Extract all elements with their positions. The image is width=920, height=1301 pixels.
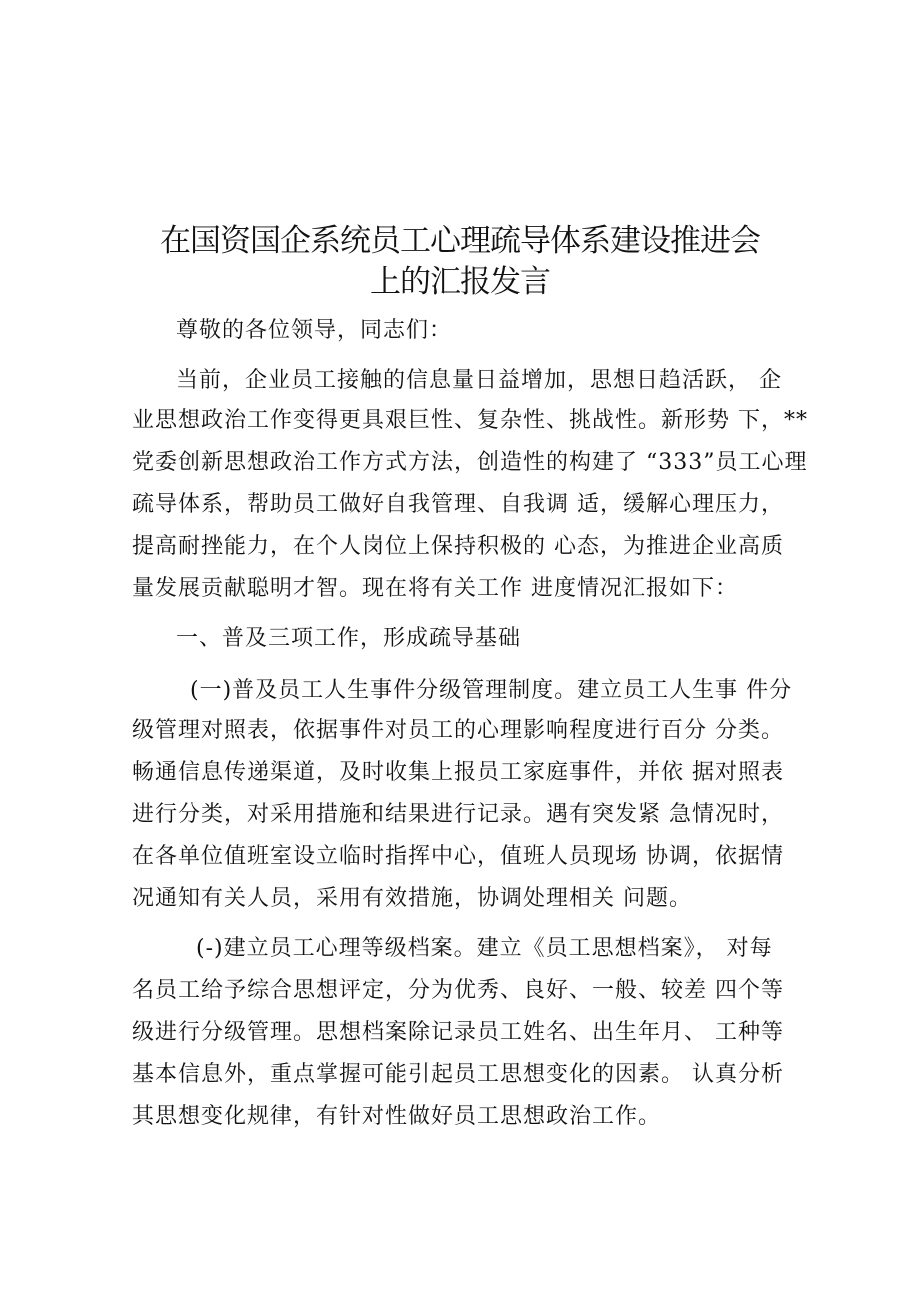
sub-2-line-5: 其思想变化规律，有针对性做好员工思想政治工作。 [132,1104,662,1129]
sub-2-line-4: 基本信息外，重点掌握可能引起员工思想变化的因素。 认真分析 [132,1062,784,1087]
sub-1-line-3: 畅通信息传递渠道，及时收集上报员工家庭事件，并依 据对照表 [132,760,784,785]
sub-2-line-3: 级进行分级管理。思想档案除记录员工姓名、出生年月、 工种等 [132,1020,784,1045]
sub-1-line-1: (一)普及员工人生事件分级管理制度。建立员工人生事 件分 [190,678,793,703]
document-title-line-2: 上的汇报发言 [370,264,550,300]
document-title-line-1: 在国资国企系统员工心理疏导体系建设推进会 [160,223,760,259]
sub-2-line-1: (-)建立员工心理等级档案。建立《员工思想档案》， 对每 [196,936,773,961]
intro-line-3: 党委创新思想政治工作方式方法，创造性的构建了 “333”员工心理 [132,450,808,475]
salutation: 尊敬的各位领导，同志们： [176,318,453,343]
intro-line-2: 业思想政治工作变得更具艰巨性、复杂性、挑战性。新形势 下，** [132,408,808,433]
sub-2-line-2: 名员工给予综合思想评定，分为优秀、良好、一般、较差 四个等 [132,978,784,1003]
intro-line-1: 当前，企业员工接触的信息量日益增加，思想日趋活跃， 企 [176,368,782,393]
section-1-heading: 一、普及三项工作，形成疏导基础 [176,626,522,651]
sub-1-line-2: 级管理对照表，依据事件对员工的心理影响程度进行百分 分类。 [132,718,784,743]
sub-1-line-5: 在各单位值班室设立临时指挥中心，值班人员现场 协调，依据情 [132,844,784,869]
intro-line-4: 疏导体系，帮助员工做好自我管理、自我调 适，缓解心理压力， [132,492,784,517]
intro-line-5: 提高耐挫能力，在个人岗位上保持积极的 心态，为推进企业高质 [132,534,784,559]
intro-line-6: 量发展贡献聪明才智。现在将有关工作 进度情况汇报如下： [132,576,738,601]
sub-1-line-4: 进行分类，对采用措施和结果进行记录。遇有突发紧 急情况时， [132,802,784,827]
sub-1-line-6: 况通知有关人员，采用有效措施，协调处理相关 问题。 [132,886,692,911]
